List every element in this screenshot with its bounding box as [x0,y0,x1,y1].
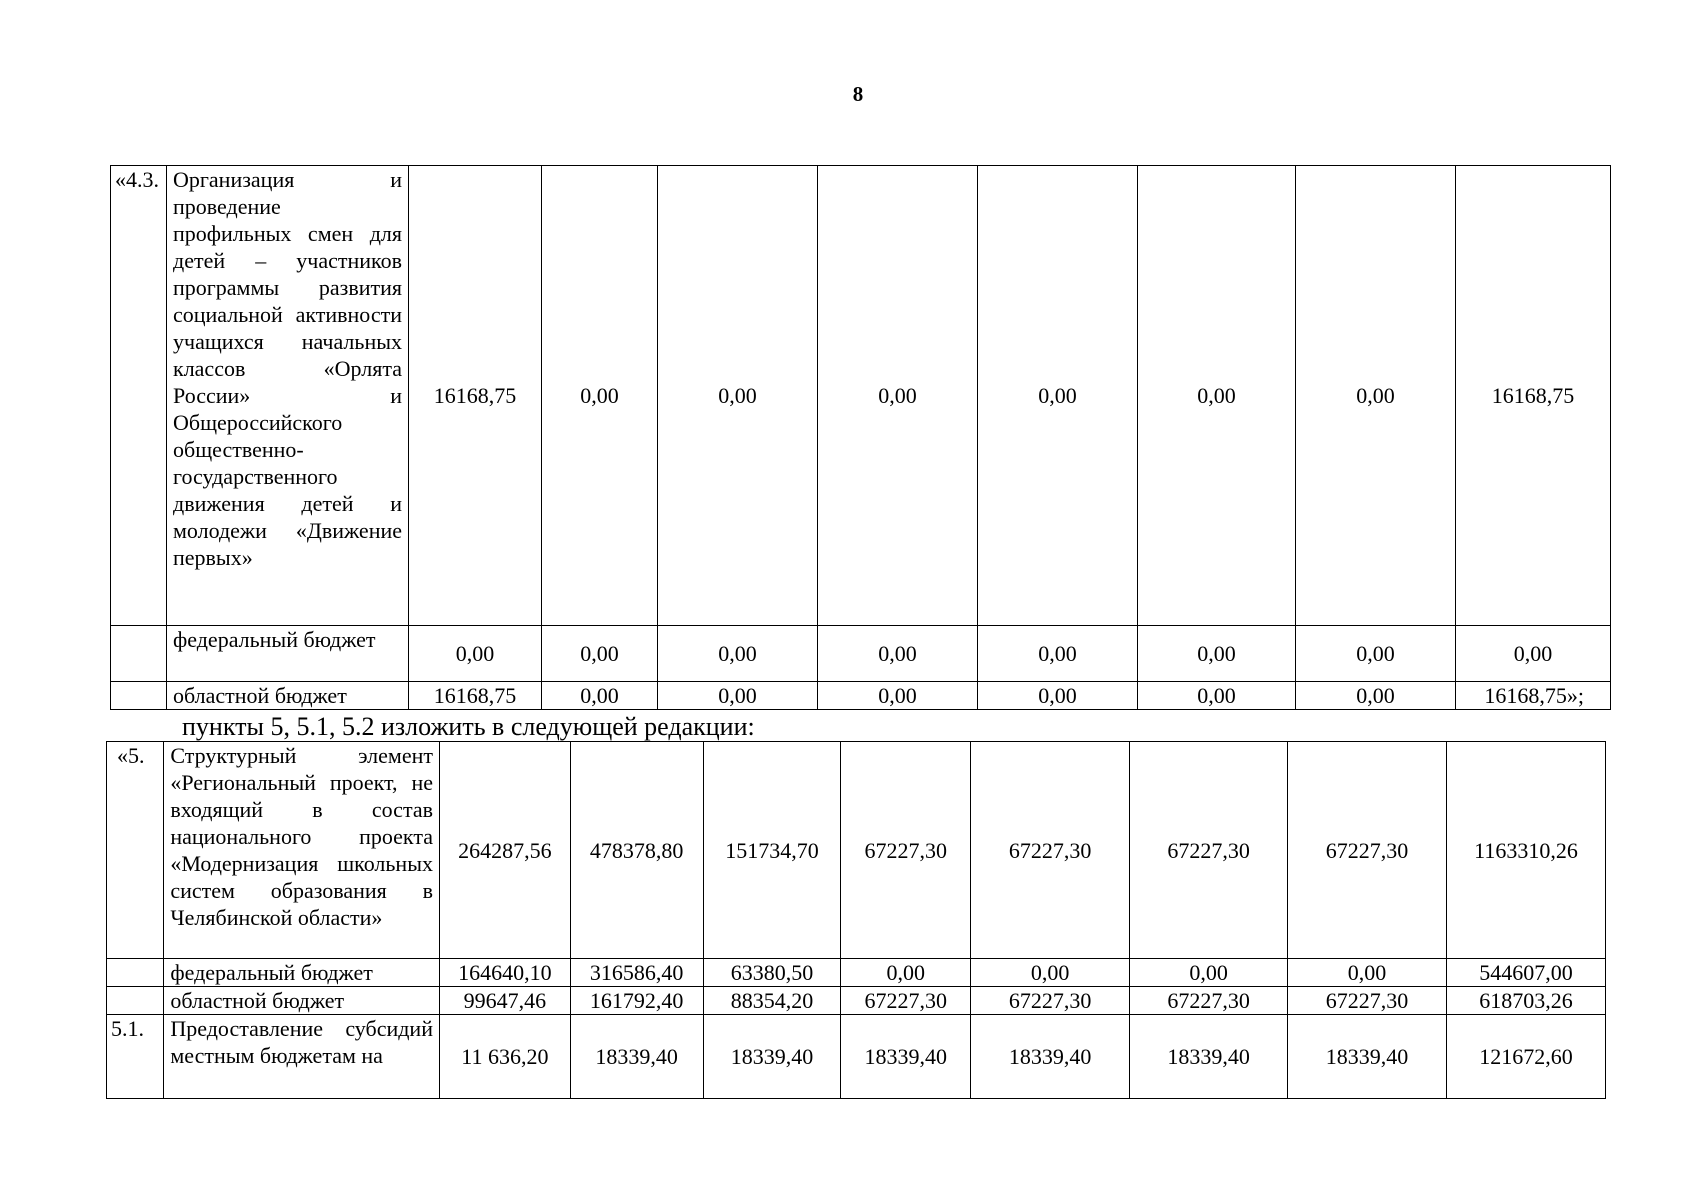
value-cell: 67227,30 [1288,987,1447,1015]
value-cell: 0,00 [542,626,658,682]
page-number: 8 [852,82,864,106]
value-cell: 0,00 [978,626,1138,682]
row-description [164,987,440,1015]
description-text: Организация и проведение профильных смен для детей – участников программы развития социальной активности учащихся начальных классов «Орлята России» и Общероссийского общественно-государственного движения детей и молодежи «Движение первых» [173,167,402,570]
value-cell: 151734,70 [703,742,841,959]
value-cell: 0,00 [1296,682,1456,710]
value-cell: 67227,30 [1130,987,1288,1015]
value-cell: 67227,30 [1130,742,1288,959]
value-cell: 0,00 [658,626,818,682]
value-cell: 0,00 [971,959,1130,987]
value-cell: 0,00 [1296,166,1456,626]
value-cell: 0,00 [1138,682,1296,710]
value-cell: 18339,40 [1288,1015,1447,1099]
value-cell: 0,00 [658,166,818,626]
row-code [111,682,167,710]
value-cell: 67227,30 [971,987,1130,1015]
value-cell: 478378,80 [570,742,703,959]
table-row [107,742,1606,959]
value-cell: 0,00 [978,166,1138,626]
value-cell: 88354,20 [703,987,841,1015]
value-cell: 164640,10 [439,959,570,987]
description-text: Структурный элемент «Региональный проект, не входящий в состав национального проекта «Модернизация школьных систем образования в Челябинской области» [170,743,433,930]
value-cell: 0,00 [658,682,818,710]
value-cell: 99647,46 [439,987,570,1015]
value-cell: 18339,40 [570,1015,703,1099]
row-code: «5. [107,742,164,959]
value-cell: 0,00 [841,959,971,987]
row-description [164,1015,440,1099]
value-cell: 0,00 [542,166,658,626]
total-cell: 0,00 [1456,626,1611,682]
table-row [111,626,1611,682]
value-cell: 16168,75 [409,166,542,626]
row-code: 5.1. [107,1015,164,1099]
description-text: федеральный бюджет [170,960,373,985]
value-cell: 0,00 [978,682,1138,710]
table-row [111,166,1611,626]
value-cell: 63380,50 [703,959,841,987]
total-cell: 16168,75 [1456,166,1611,626]
table-row [107,987,1606,1015]
value-cell: 11 636,20 [439,1015,570,1099]
row-description [167,682,409,710]
table-row [107,1015,1606,1099]
value-cell: 0,00 [409,626,542,682]
description-text: Предоставление субсидий местным бюджетам на [170,1016,433,1068]
description-text: областной бюджет [173,683,347,708]
description-text: областной бюджет [170,988,345,1013]
value-cell: 316586,40 [570,959,703,987]
row-description [164,742,440,959]
description-text: федеральный бюджет [173,627,376,652]
total-cell: 16168,75»; [1456,682,1611,710]
table-row [107,959,1606,987]
value-cell: 0,00 [818,682,978,710]
total-cell: 121672,60 [1446,1015,1605,1099]
row-description [167,166,409,626]
value-cell: 67227,30 [1288,742,1447,959]
row-code [107,959,164,987]
row-code: «4.3. [111,166,167,626]
value-cell: 0,00 [1138,626,1296,682]
value-cell: 161792,40 [570,987,703,1015]
value-cell: 67227,30 [841,742,971,959]
budget-table-1 [110,165,1611,710]
total-cell: 1163310,26 [1446,742,1605,959]
total-cell: 618703,26 [1446,987,1605,1015]
value-cell: 0,00 [1296,626,1456,682]
value-cell: 264287,56 [439,742,570,959]
instruction-text: пункты 5, 5.1, 5.2 изложить в следующей редакции: [182,712,755,741]
value-cell: 18339,40 [1130,1015,1288,1099]
total-cell: 544607,00 [1446,959,1605,987]
row-code [107,987,164,1015]
row-description [167,626,409,682]
value-cell: 0,00 [542,682,658,710]
value-cell: 0,00 [818,166,978,626]
row-code [111,626,167,682]
value-cell: 0,00 [1288,959,1447,987]
value-cell: 67227,30 [971,742,1130,959]
value-cell: 16168,75 [409,682,542,710]
table-row [111,682,1611,710]
value-cell: 0,00 [1138,166,1296,626]
row-description [164,959,440,987]
value-cell: 67227,30 [841,987,971,1015]
value-cell: 18339,40 [971,1015,1130,1099]
value-cell: 18339,40 [703,1015,841,1099]
value-cell: 18339,40 [841,1015,971,1099]
budget-table-2 [106,741,1606,1099]
value-cell: 0,00 [1130,959,1288,987]
value-cell: 0,00 [818,626,978,682]
